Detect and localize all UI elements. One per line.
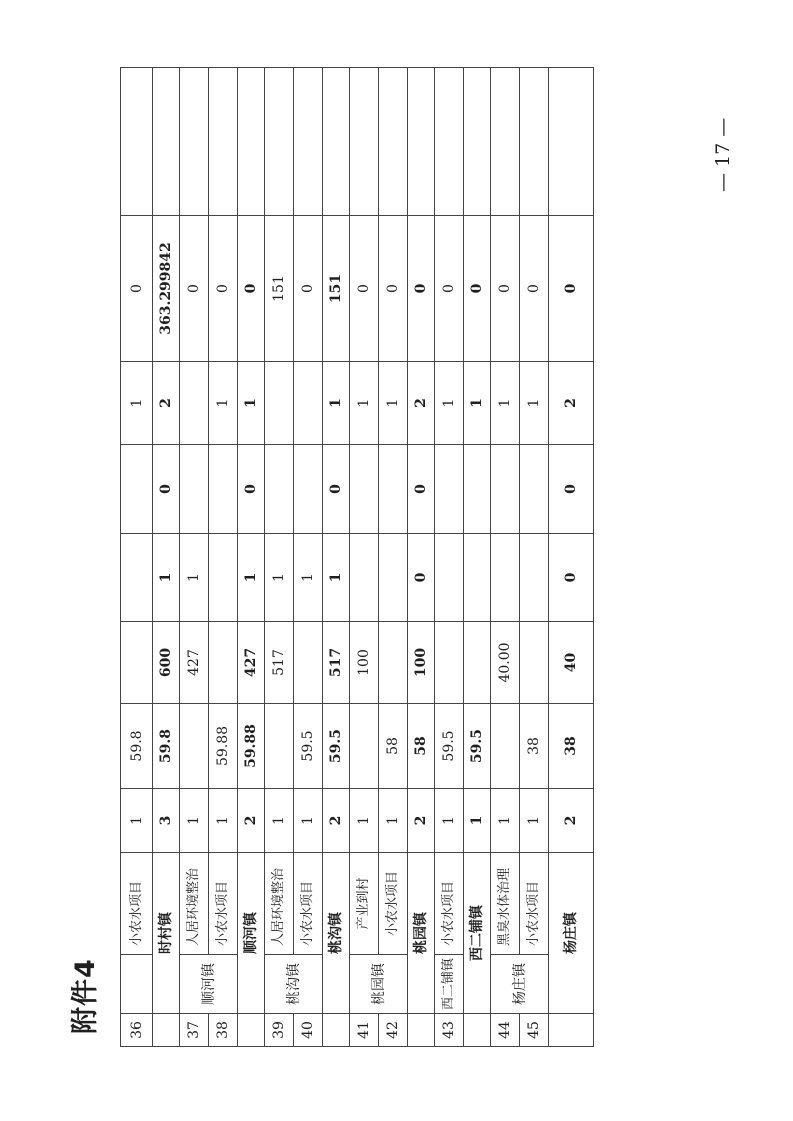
count-cell: 0 [153,445,180,534]
amount-cell: 0 [520,216,549,362]
row-number: 45 [520,1014,549,1047]
count-cell: 1 [435,789,464,853]
count-cell: 0 [323,445,350,534]
project-type-cell: 小农水项目 [209,853,238,955]
remark-cell [238,68,265,216]
project-type-cell: 小农水项目 [520,853,549,955]
count-cell [350,445,379,534]
remark-cell [294,68,323,216]
town-cell: 顺河镇 [180,955,238,1014]
count-cell: 0 [549,534,594,622]
count-cell: 1 [435,362,464,445]
value-cell: 59.88 [209,704,238,789]
remark-cell [180,68,209,216]
remark-cell [491,68,520,216]
count-cell [180,362,209,445]
row-number: 39 [265,1014,294,1047]
count-cell: 1 [323,534,350,622]
row-number [549,1014,594,1047]
amount-cell: 0 [209,216,238,362]
row-number: 37 [180,1014,209,1047]
value-cell: 427 [180,622,209,704]
amount-cell: 151 [323,216,350,362]
value-cell: 517 [323,622,350,704]
value-cell: 58 [408,704,435,789]
value-cell: 40 [549,622,594,704]
table-row [265,68,294,1047]
count-cell: 1 [294,534,323,622]
count-cell: 1 [180,789,209,853]
project-type-cell: 小农水项目 [294,853,323,955]
value-cell: 59.5 [323,704,350,789]
count-cell: 2 [549,362,594,445]
project-type-cell: 黑臭水体治理 [491,853,520,955]
value-cell: 100 [408,622,435,704]
rotated-table-wrapper [120,78,582,1047]
remark-cell [464,68,491,216]
value-cell: 59.8 [153,704,180,789]
subtotal-row [549,68,594,1047]
count-cell: 0 [408,534,435,622]
table-row [121,68,153,1047]
value-cell: 600 [153,622,180,704]
row-number: 41 [350,1014,379,1047]
count-cell [265,445,294,534]
remark-cell [435,68,464,216]
row-number: 40 [294,1014,323,1047]
amount-cell: 0 [491,216,520,362]
count-cell: 2 [323,789,350,853]
value-cell [435,622,464,704]
count-cell: 1 [238,362,265,445]
subtotal-row [464,68,491,1047]
project-type-cell: 产业到村 [350,853,379,955]
count-cell: 1 [238,534,265,622]
amount-cell: 363.299842 [153,216,180,362]
count-cell: 2 [153,362,180,445]
amount-cell: 0 [121,216,153,362]
value-cell [294,622,323,704]
count-cell [121,445,153,534]
count-cell [265,362,294,445]
subtotal-row [408,68,435,1047]
count-cell [379,534,408,622]
value-cell: 38 [520,704,549,789]
count-cell: 3 [153,789,180,853]
project-type-cell: 人居环境整治 [265,853,294,955]
amount-cell: 0 [549,216,594,362]
value-cell: 517 [265,622,294,704]
project-type-cell: 小农水项目 [379,853,408,955]
count-cell [464,534,491,622]
count-cell: 1 [180,534,209,622]
count-cell [379,445,408,534]
count-cell: 0 [549,445,594,534]
value-cell: 427 [238,622,265,704]
count-cell: 0 [408,445,435,534]
value-cell: 100 [350,622,379,704]
count-cell [294,445,323,534]
count-cell [209,534,238,622]
count-cell [464,445,491,534]
amount-cell: 0 [464,216,491,362]
remark-cell [520,68,549,216]
town-cell: 杨庄镇 [491,955,549,1014]
value-cell [379,622,408,704]
subtotal-row [238,68,265,1047]
value-cell: 59.8 [121,704,153,789]
count-cell [209,445,238,534]
count-cell: 1 [350,362,379,445]
count-cell: 1 [520,362,549,445]
value-cell: 59.5 [294,704,323,789]
count-cell [435,534,464,622]
remark-cell [153,68,180,216]
amount-cell: 0 [435,216,464,362]
table-row [379,68,408,1047]
remark-cell [121,68,153,216]
count-cell [435,445,464,534]
count-cell [350,534,379,622]
project-type-cell: 小农水项目 [121,853,153,955]
row-number: 42 [379,1014,408,1047]
town-cell: 西二铺镇 [435,955,464,1014]
town-subtotal-label: 顺河镇 [238,853,265,1014]
count-cell: 2 [549,789,594,853]
count-cell [180,445,209,534]
project-table [120,67,594,1047]
table-row [209,68,238,1047]
count-cell: 2 [238,789,265,853]
value-cell [491,704,520,789]
remark-cell [265,68,294,216]
value-cell [121,622,153,704]
amount-cell: 151 [265,216,294,362]
count-cell: 0 [238,445,265,534]
count-cell: 1 [265,789,294,853]
count-cell [294,362,323,445]
value-cell [520,622,549,704]
town-subtotal-label: 西二铺镇 [464,853,491,1014]
value-cell: 58 [379,704,408,789]
table-row [180,68,209,1047]
count-cell: 1 [121,362,153,445]
count-cell [520,445,549,534]
value-cell: 38 [549,704,594,789]
table-row [435,68,464,1047]
count-cell: 1 [209,789,238,853]
count-cell: 1 [350,789,379,853]
amount-cell: 0 [238,216,265,362]
row-number [464,1014,491,1047]
row-number [238,1014,265,1047]
remark-cell [408,68,435,216]
town-cell: 桃园镇 [350,955,408,1014]
amount-cell: 0 [379,216,408,362]
count-cell: 2 [408,362,435,445]
page-number: — 17 — [712,117,734,192]
value-cell [209,622,238,704]
value-cell: 59.5 [464,704,491,789]
count-cell: 1 [294,789,323,853]
amount-cell: 0 [350,216,379,362]
row-number [323,1014,350,1047]
subtotal-row [323,68,350,1047]
count-cell: 1 [379,789,408,853]
count-cell [520,534,549,622]
town-subtotal-label: 桃沟镇 [323,853,350,1014]
remark-cell [379,68,408,216]
count-cell [491,534,520,622]
table-row [491,68,520,1047]
subtotal-row [153,68,180,1047]
amount-cell: 0 [294,216,323,362]
count-cell: 1 [464,362,491,445]
town-subtotal-label: 杨庄镇 [549,853,594,1014]
remark-cell [350,68,379,216]
count-cell [491,445,520,534]
count-cell: 1 [491,362,520,445]
remark-cell [323,68,350,216]
row-number [153,1014,180,1047]
remark-cell [549,68,594,216]
project-type-cell: 人居环境整治 [180,853,209,955]
row-number: 36 [121,1014,153,1047]
town-cell [121,955,153,1014]
project-type-cell: 小农水项目 [435,853,464,955]
amount-cell: 0 [408,216,435,362]
count-cell: 1 [520,789,549,853]
row-number: 44 [491,1014,520,1047]
value-cell: 59.88 [238,704,265,789]
count-cell: 1 [153,534,180,622]
count-cell: 1 [209,362,238,445]
value-cell [265,704,294,789]
annex-label: 附件4 [70,958,101,1034]
table-row [294,68,323,1047]
row-number: 43 [435,1014,464,1047]
table-row [350,68,379,1047]
count-cell: 1 [379,362,408,445]
row-number [408,1014,435,1047]
value-cell [464,622,491,704]
value-cell [350,704,379,789]
town-subtotal-label: 桃园镇 [408,853,435,1014]
value-cell: 59.5 [435,704,464,789]
count-cell: 1 [265,534,294,622]
count-cell: 1 [491,789,520,853]
value-cell: 40.00 [491,622,520,704]
count-cell [121,534,153,622]
amount-cell: 0 [180,216,209,362]
count-cell: 1 [121,789,153,853]
count-cell: 2 [408,789,435,853]
town-cell: 桃沟镇 [265,955,323,1014]
town-subtotal-label: 时村镇 [153,853,180,1014]
row-number: 38 [209,1014,238,1047]
count-cell: 1 [323,362,350,445]
table-row [520,68,549,1047]
remark-cell [209,68,238,216]
value-cell [180,704,209,789]
count-cell: 1 [464,789,491,853]
